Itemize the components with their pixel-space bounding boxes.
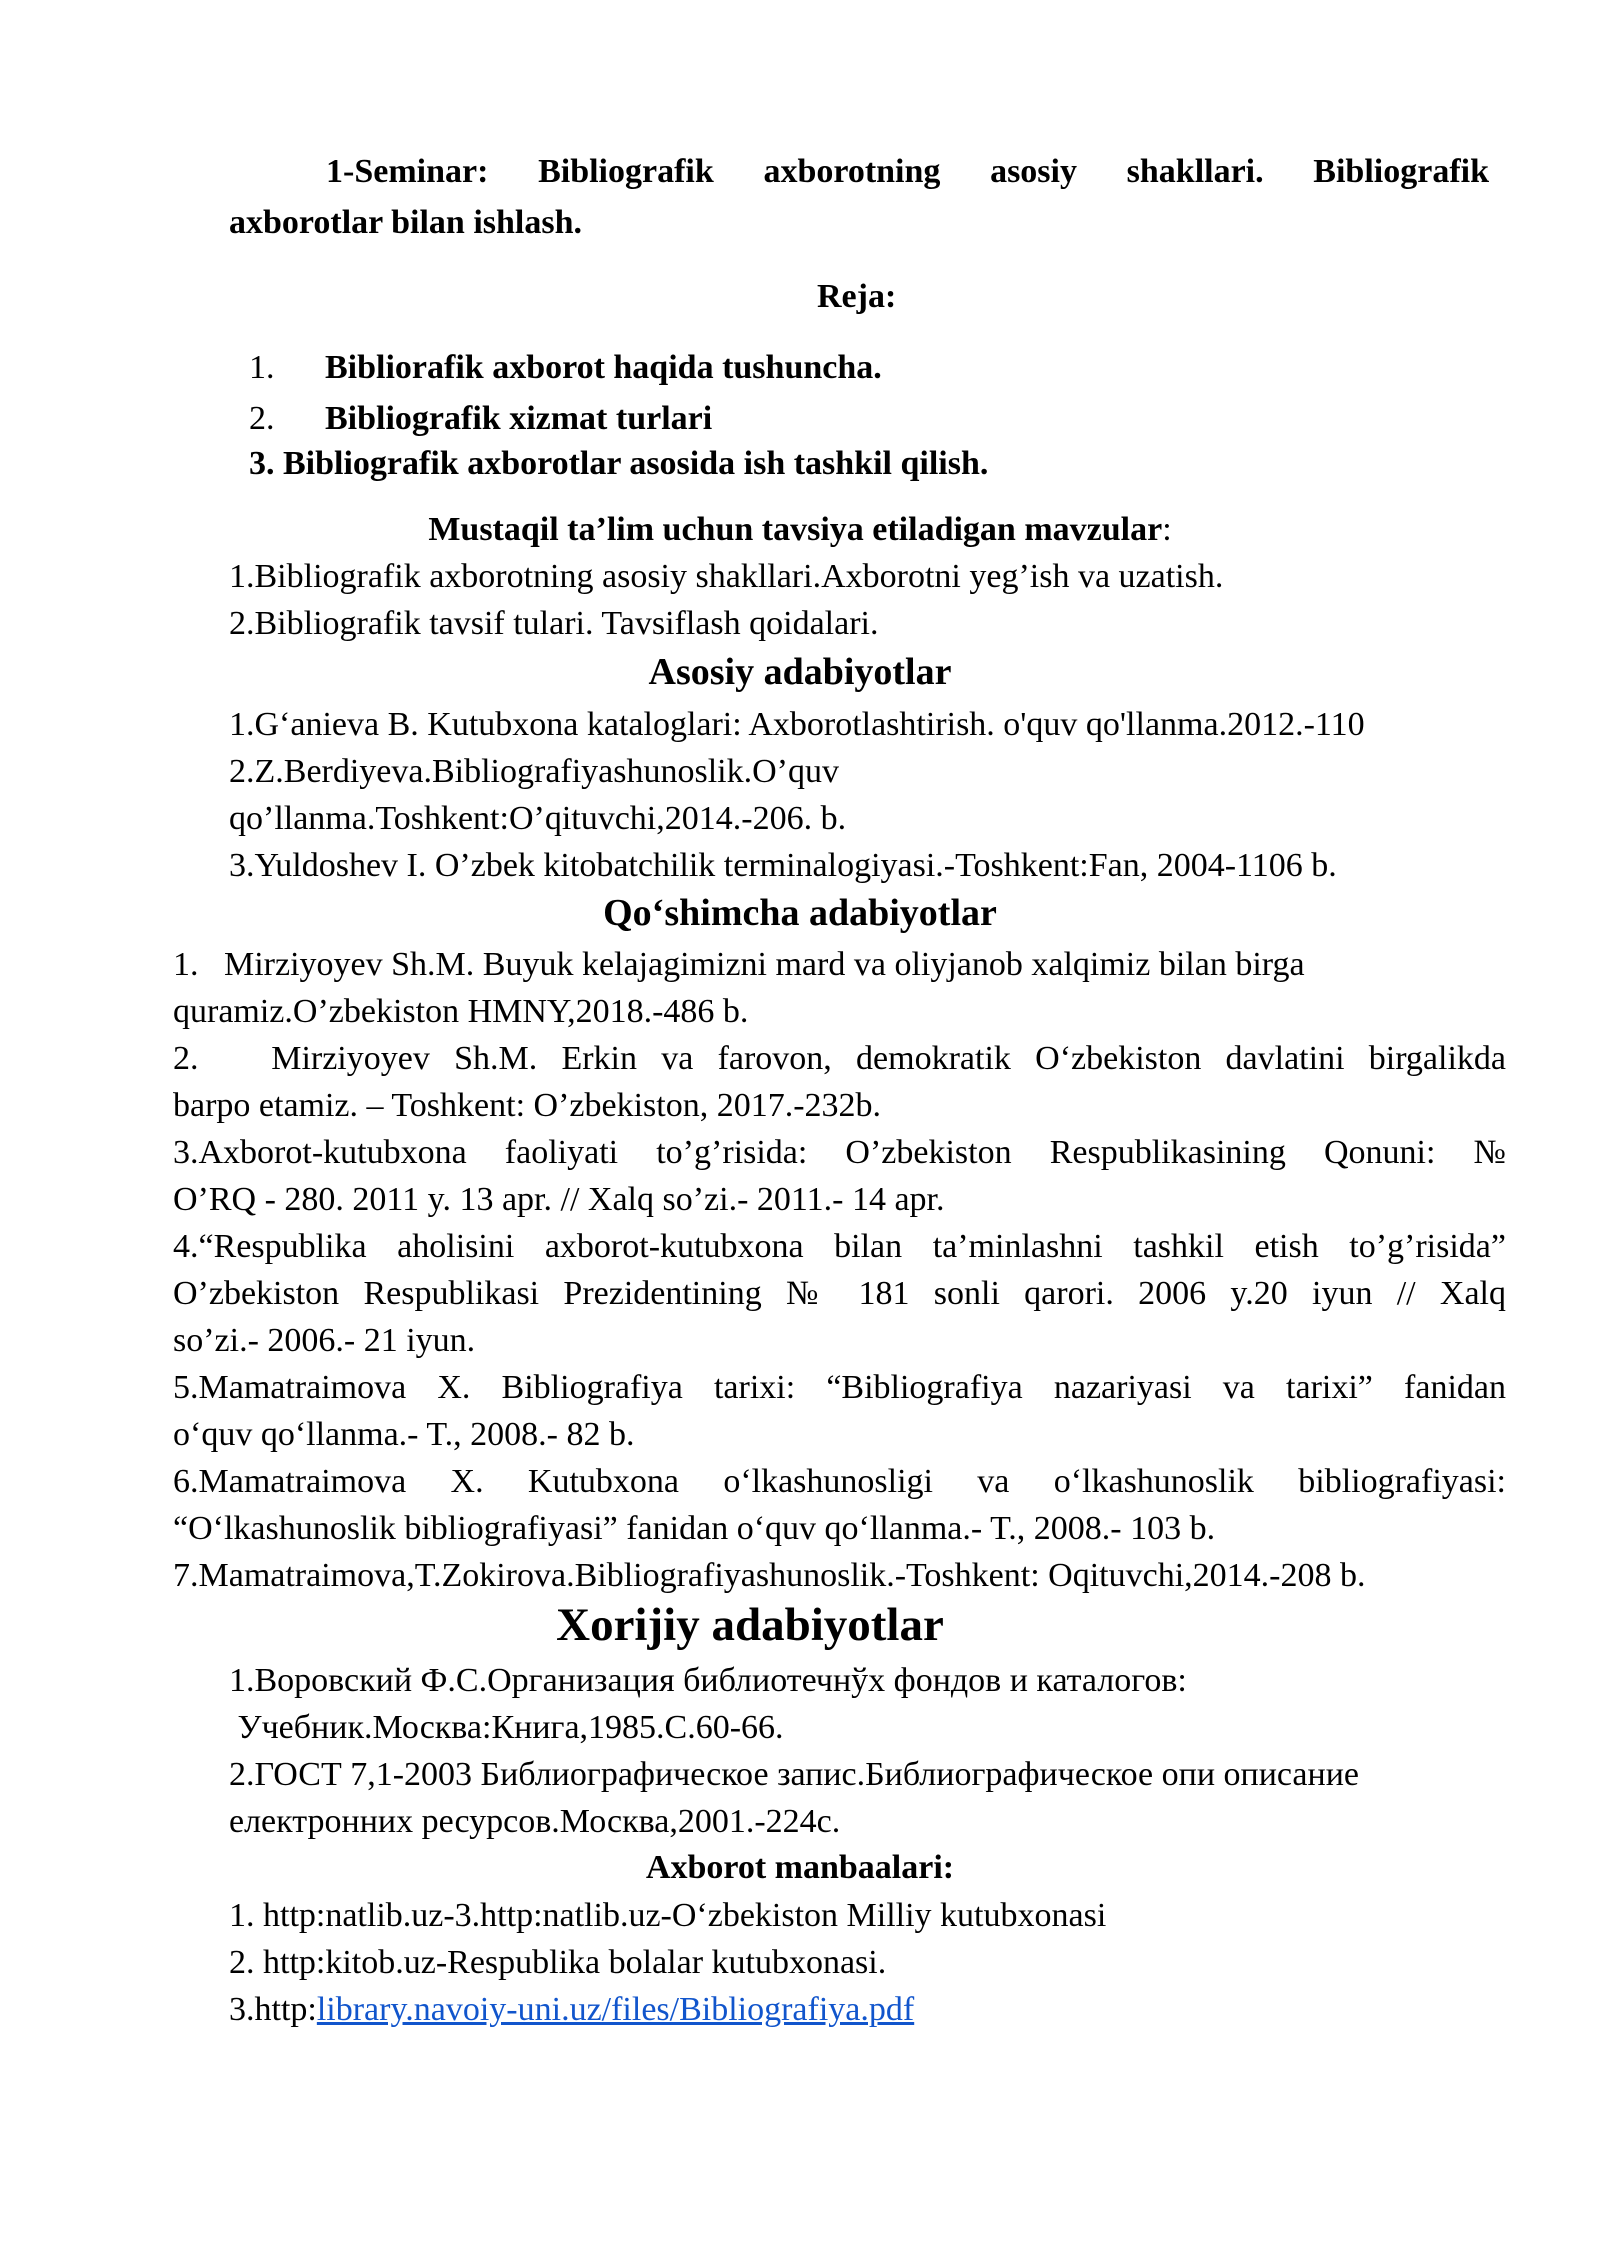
additional-literature-line-9: so’zi.- 2006.- 21 iyun. — [173, 1322, 476, 1359]
additional-literature-line-5: 3.Axborot-kutubxona faoliyati to’g’risida: O’zbekiston Respublikasining Qonuni: № — [173, 1134, 1506, 1171]
plan-item-1-text: Bibliorafik axborot haqida tushuncha. — [325, 349, 882, 386]
main-literature-line-3: qo’llanma.Toshkent:O’qituvchi,2014.-206. b. — [229, 800, 847, 837]
main-literature-line-2: 2.Z.Berdiyeva.Bibliografiyashunoslik.O’quv — [229, 753, 840, 790]
sources-line-2: 2. http:kitob.uz-Respublika bolalar kutubxonasi. — [229, 1944, 887, 1981]
seminar-title-line2: axborotlar bilan ishlash. — [229, 204, 583, 241]
additional-literature-line-14: 7.Mamatraimova,T.Zokirova.Bibliografiyashunoslik.-Toshkent: Oqituvchi,2014.-208 b. — [173, 1557, 1366, 1594]
additional-literature-line-1: 1. Mirziyoyev Sh.M. Buyuk kelajagimizni mard va oliyjanob xalqimiz bilan birga — [173, 946, 1305, 983]
foreign-literature-line-1: 1.Воровский Ф.С.Организация библиотечнўх фондов и каталогов: — [229, 1662, 1187, 1699]
bibliografiya-pdf-link[interactable]: library.navoiy-uni.uz/files/Bibliografiya.pdf — [316, 1991, 915, 2028]
sources-heading: Axborot manbaalari: — [645, 1849, 955, 1886]
additional-literature-heading: Qo‘shimcha adabiyotlar — [603, 892, 997, 934]
main-literature-line-1: 1.G‘anieva B. Kutubxona kataloglari: Axborotlashtirish. o'quv qo'llanma.2012.-110 — [229, 706, 1365, 743]
independent-study-item-1: 1.Bibliografik axborotning asosiy shakllari.Axborotni yeg’ish va uzatish. — [229, 558, 1224, 595]
plan-item-3-text: 3. Bibliografik axborotlar asosida ish tashkil qilish. — [249, 445, 989, 482]
additional-literature-line-12: 6.Mamatraimova X. Kutubxona o‘lkashunosligi va o‘lkashunoslik bibliografiyasi: — [173, 1463, 1506, 1500]
additional-literature-line-11: o‘quv qo‘llanma.- T., 2008.- 82 b. — [173, 1416, 635, 1453]
foreign-literature-line-3: 2.ГОСТ 7,1-2003 Библиографическое запис.Библиографическое опи описание — [229, 1756, 1360, 1793]
plan-item-2-number: 2. — [249, 400, 275, 437]
additional-literature-line-2: quramiz.O’zbekiston HMNY,2018.-486 b. — [173, 993, 749, 1030]
independent-study-item-2: 2.Bibliografik tavsif tulari. Tavsiflash qoidalari. — [229, 605, 879, 642]
additional-literature-line-7: 4.“Respublika aholisini axborot-kutubxona bilan ta’minlashni tashkil etish to’g’risida” — [173, 1228, 1506, 1265]
additional-literature-line-3: 2. Mirziyoyev Sh.M. Erkin va farovon, demokratik O‘zbekiston davlatini birgalikda — [173, 1040, 1506, 1077]
plan-item-2-text: Bibliografik xizmat turlari — [325, 400, 713, 437]
foreign-literature-line-4: електронних ресурсов.Москва,2001.-224с. — [229, 1803, 841, 1840]
main-literature-heading: Asosiy adabiyotlar — [648, 651, 952, 693]
sources-link-prefix: 3.http: — [229, 1991, 317, 2028]
seminar-title-line1: 1-Seminar: Bibliografik axborotning asosiy shakllari. Bibliografik — [326, 153, 1489, 190]
additional-literature-line-6: O’RQ - 280. 2011 y. 13 apr. // Xalq so’zi.- 2011.- 14 apr. — [173, 1181, 945, 1218]
sources-line-3 — [229, 1990, 914, 2029]
additional-literature-line-8: O’zbekiston Respublikasi Prezidentining № 181 sonli qarori. 2006 y.20 iyun // Xalq — [173, 1275, 1506, 1312]
additional-literature-line-10: 5.Mamatraimova X. Bibliografiya tarixi: “Bibliografiya nazariyasi va tarixi” fanidan — [173, 1369, 1506, 1406]
independent-study-heading — [0, 510, 1600, 549]
plan-item-1-number: 1. — [249, 349, 275, 386]
independent-study-heading-text: Mustaqil ta’lim uchun tavsiya etiladigan mavzular — [428, 511, 1163, 548]
sources-line-1: 1. http:natlib.uz-3.http:natlib.uz-O‘zbekiston Milliy kutubxonasi — [229, 1897, 1107, 1934]
main-literature-line-4: 3.Yuldoshev I. O’zbek kitobatchilik terminalogiyasi.-Toshkent:Fan, 2004-1106 b. — [229, 847, 1337, 884]
additional-literature-line-4: barpo etamiz. – Toshkent: O’zbekiston, 2017.-232b. — [173, 1087, 882, 1124]
additional-literature-line-13: “O‘lkashunoslik bibliografiyasi” fanidan o‘quv qo‘llanma.- T., 2008.- 103 b. — [173, 1510, 1216, 1547]
foreign-literature-line-2: Учебник.Москва:Книга,1985.С.60-66. — [229, 1709, 784, 1746]
independent-study-heading-colon: : — [1162, 511, 1172, 548]
plan-heading: Reja: — [817, 278, 897, 315]
foreign-literature-heading: Xorijiy adabiyotlar — [556, 1599, 944, 1651]
